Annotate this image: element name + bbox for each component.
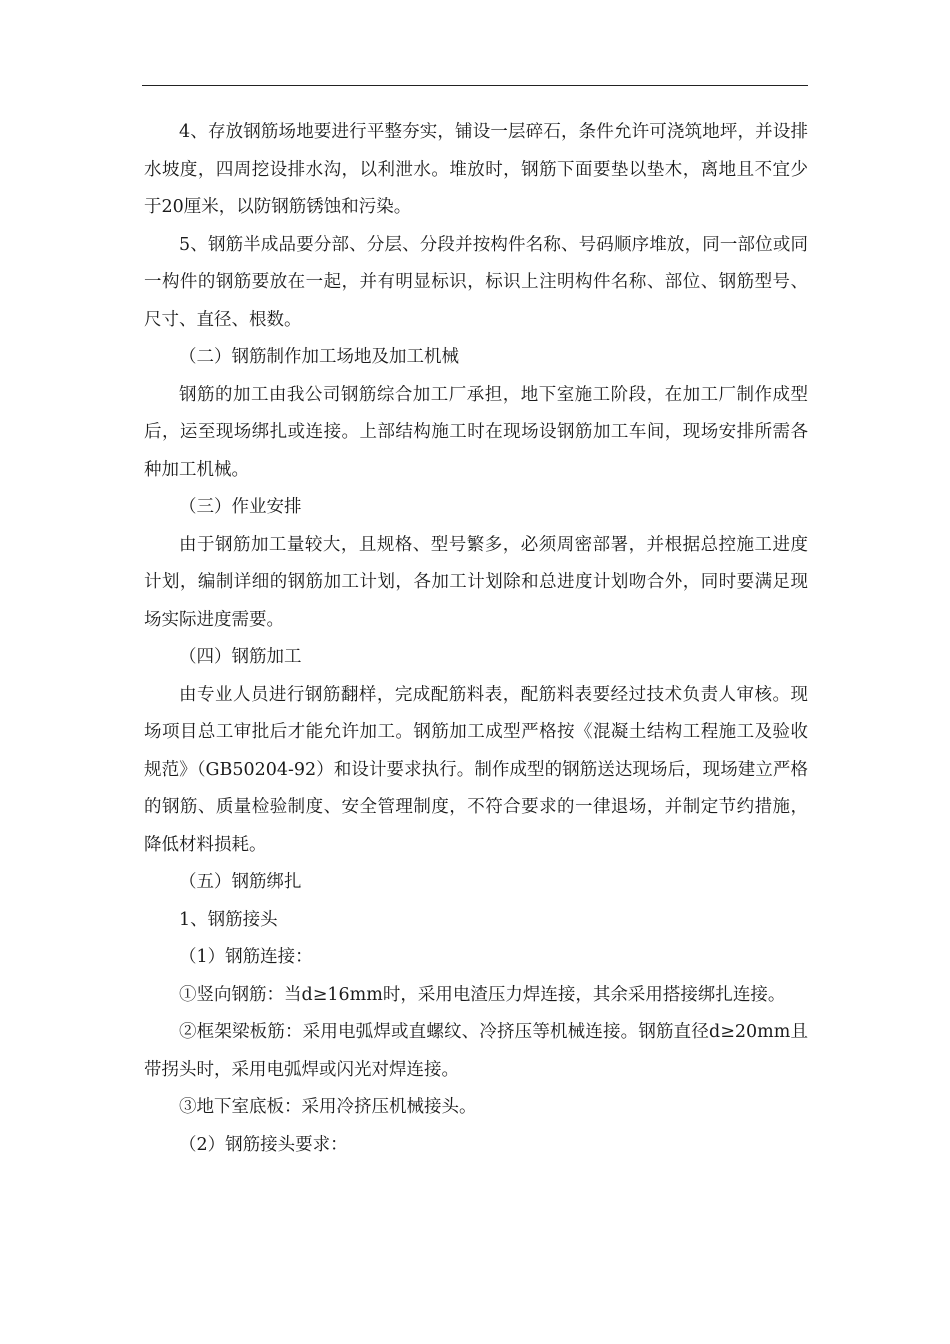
section-heading-work-arrangement: （三）作业安排 <box>179 497 302 517</box>
subheading-rebar-connection: （1）钢筋连接： <box>179 947 313 967</box>
list-item-basement-slab: ③地下室底板：采用冷挤压机械接头。 <box>179 1097 477 1117</box>
section-heading-processing-site: （二）钢筋制作加工场地及加工机械 <box>179 347 459 367</box>
paragraph-rebar-processing: 由专业人员进行钢筋翻样，完成配筋料表，配筋料表要经过技术负责人审核。现场项目总工审批后才能允许加工。钢筋加工成型严格按《混凝土结构工程施工及验收规范》（GB50204-92）和设计要求执行。制作成型的钢筋送达现场后，现场建立严格的钢筋、质量检验制度、安全管理制度，不符合要求的一律退场，并制定节约措施，降低材料损耗。 <box>144 684 808 855</box>
paragraph-semi-finished-stacking: 5、钢筋半成品要分部、分层、分段并按构件名称、号码顺序堆放，同一部位或同一构件的钢筋要放在一起，并有明显标识，标识上注明构件名称、部位、钢筋型号、尺寸、直径、根数。 <box>144 234 808 330</box>
header-rule <box>142 85 808 86</box>
section-heading-rebar-binding: （五）钢筋绑扎 <box>179 872 302 892</box>
paragraph-work-arrangement: 由于钢筋加工量较大，且规格、型号繁多，必须周密部署，并根据总控施工进度计划，编制详细的钢筋加工计划，各加工计划除和总进度计划吻合外，同时要满足现场实际进度需要。 <box>144 534 808 630</box>
list-item-frame-beam-slab: ②框架梁板筋：采用电弧焊或直螺纹、冷挤压等机械连接。钢筋直径d≥20mm且带拐头时，采用电弧焊或闪光对焊连接。 <box>144 1022 808 1080</box>
paragraph-site-storage: 4、存放钢筋场地要进行平整夯实，铺设一层碎石，条件允许可浇筑地坪，并设排水坡度，四周挖设排水沟，以利泄水。堆放时，钢筋下面要垫以垫木，离地且不宜少于20厘米，以防钢筋锈蚀和污染。 <box>144 122 808 217</box>
subheading-rebar-joints: 1、钢筋接头 <box>179 909 278 930</box>
paragraph-processing-site: 钢筋的加工由我公司钢筋综合加工厂承担，地下室施工阶段，在加工厂制作成型后，运至现场绑扎或连接。上部结构施工时在现场设钢筋加工车间，现场安排所需各种加工机械。 <box>144 384 808 480</box>
subheading-joint-requirements: （2）钢筋接头要求： <box>179 1134 348 1155</box>
document-body <box>144 114 808 1164</box>
section-heading-rebar-processing: （四）钢筋加工 <box>179 647 302 667</box>
list-item-vertical-rebar: ①竖向钢筋：当d≥16mm时，采用电渣压力焊连接，其余采用搭接绑扎连接。 <box>179 984 786 1005</box>
